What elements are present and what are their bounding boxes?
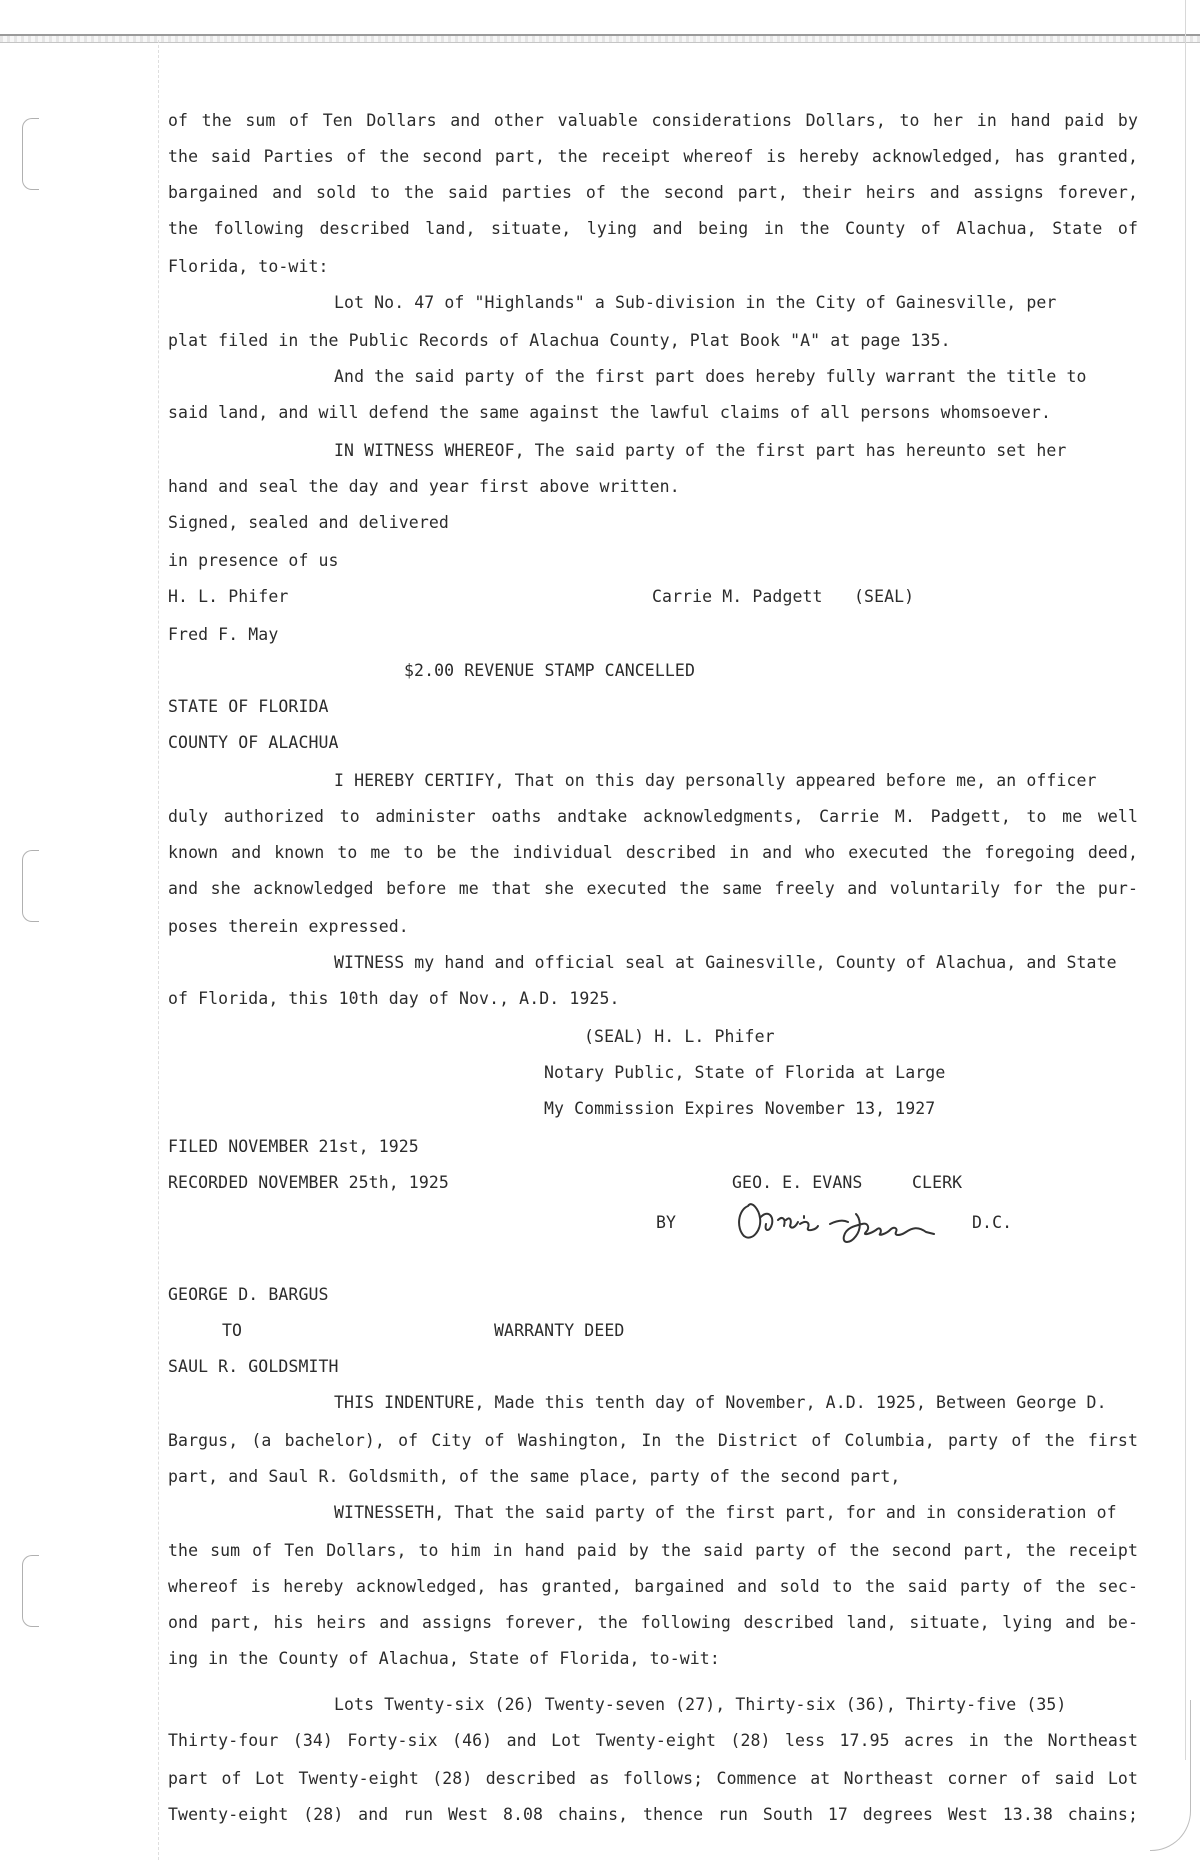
seal-mark: (SEAL)	[854, 587, 915, 606]
witness-name: H. L. Phifer	[168, 587, 289, 606]
page-corner-curl	[1150, 1700, 1191, 1851]
deed1-lot-description: Lot No. 47 of "Highlands" a Sub-division in the City of Gainesville, per	[334, 293, 1057, 312]
certify-line: poses therein expressed.	[168, 917, 409, 936]
grantee-heading: SAUL R. GOLDSMITH	[168, 1357, 339, 1376]
by-label: BY	[656, 1213, 677, 1232]
lots-line: Thirty-four (34) Forty-six (46) and Lot Twenty-eight (28) less 17.95 acres in the Northeast	[168, 1731, 1138, 1750]
witnesseth-line: whereof is hereby acknowledged, has granted, bargained and sold to the said party of the sec-	[168, 1577, 1138, 1596]
binder-hole-bottom	[22, 1555, 39, 1627]
clerk-title: CLERK	[912, 1173, 963, 1192]
witnesseth-line: the sum of Ten Dollars, to him in hand paid by the said party of the second part, the receipt	[168, 1541, 1138, 1560]
county-heading: COUNTY OF ALACHUA	[168, 733, 339, 752]
deed1-para-line: bargained and sold to the said parties of the second part, their heirs and assigns forever,	[168, 183, 1138, 202]
certify-line: known and known to me to be the individual described in and who executed the foregoing deed,	[168, 843, 1138, 862]
witnesseth-line: WITNESSETH, That the said party of the first part, for and in consideration of	[334, 1503, 1117, 1522]
deed1-para-line: the following described land, situate, lying and being in the County of Alachua, State of	[168, 219, 1138, 238]
witness-hand-line: WITNESS my hand and official seal at Gainesville, County of Alachua, and State	[334, 953, 1117, 972]
witnesseth-line: ing in the County of Alachua, State of Florida, to-wit:	[168, 1649, 720, 1668]
clerk-name: GEO. E. EVANS	[732, 1173, 863, 1192]
indenture-line: THIS INDENTURE, Made this tenth day of November, A.D. 1925, Between George D.	[334, 1393, 1107, 1412]
lots-line: Lots Twenty-six (26) Twenty-seven (27), Thirty-six (36), Thirty-five (35)	[334, 1695, 1067, 1714]
deed1-para-line: Florida, to-wit:	[168, 257, 329, 276]
notary-signature: (SEAL) H. L. Phifer	[584, 1027, 775, 1046]
indenture-line: part, and Saul R. Goldsmith, of the same place, party of the second part,	[168, 1467, 901, 1486]
deed1-para-line: of the sum of Ten Dollars and other valuable considerations Dollars, to her in hand paid by	[168, 111, 1138, 130]
deed1-warranty: said land, and will defend the same against the lawful claims of all persons whomsoever.	[168, 403, 1051, 422]
margin-guide	[158, 40, 159, 1860]
lots-line: part of Lot Twenty-eight (28) described as follows; Commence at Northeast corner of said Lot	[168, 1769, 1138, 1788]
witness-hand-line: of Florida, this 10th day of Nov., A.D. 1925.	[168, 989, 620, 1008]
handwritten-signature	[730, 1180, 960, 1250]
page-right-edge	[1185, 0, 1186, 1760]
notary-commission: My Commission Expires November 13, 1927	[544, 1099, 936, 1118]
binder-hole-middle	[22, 850, 39, 922]
certify-line: and she acknowledged before me that she executed the same freely and voluntarily for the pur-	[168, 879, 1138, 898]
witnesseth-line: ond part, his heirs and assigns forever, the following described land, situate, lying and be-	[168, 1613, 1138, 1632]
indenture-line: Bargus, (a bachelor), of City of Washington, In the District of Columbia, party of the first	[168, 1431, 1138, 1450]
witness-name: Fred F. May	[168, 625, 279, 644]
deed-title: WARRANTY DEED	[494, 1321, 625, 1340]
signed-sealed-delivered: Signed, sealed and delivered	[168, 513, 449, 532]
state-heading: STATE OF FLORIDA	[168, 697, 329, 716]
deed1-warranty: And the said party of the first part does hereby fully warrant the title to	[334, 367, 1087, 386]
lots-line: Twenty-eight (28) and run West 8.08 chains, thence run South 17 degrees West 13.38 chains;	[168, 1805, 1138, 1824]
notary-title: Notary Public, State of Florida at Large	[544, 1063, 946, 1082]
to-heading: TO	[222, 1321, 243, 1340]
grantor-signature: Carrie M. Padgett	[652, 587, 823, 606]
filed-date: FILED NOVEMBER 21st, 1925	[168, 1137, 419, 1156]
grantor-heading: GEORGE D. BARGUS	[168, 1285, 329, 1304]
deed1-para-line: the said Parties of the second part, the receipt whereof is hereby acknowledged, has granted,	[168, 147, 1138, 166]
page-top-border	[0, 34, 1200, 43]
binder-hole-top	[22, 118, 39, 190]
certify-line: I HEREBY CERTIFY, That on this day personally appeared before me, an officer	[334, 771, 1097, 790]
certify-line: duly authorized to administer oaths andtake acknowledgments, Carrie M. Padgett, to me well	[168, 807, 1138, 826]
deed1-in-witness: hand and seal the day and year first above written.	[168, 477, 680, 496]
deputy-clerk-label: D.C.	[972, 1213, 1013, 1232]
revenue-stamp-note: $2.00 REVENUE STAMP CANCELLED	[404, 661, 695, 680]
recorded-date: RECORDED NOVEMBER 25th, 1925	[168, 1173, 449, 1192]
deed1-lot-description: plat filed in the Public Records of Alachua County, Plat Book "A" at page 135.	[168, 331, 951, 350]
deed1-in-witness: IN WITNESS WHEREOF, The said party of the first part has hereunto set her	[334, 441, 1067, 460]
in-presence-of-us: in presence of us	[168, 551, 339, 570]
